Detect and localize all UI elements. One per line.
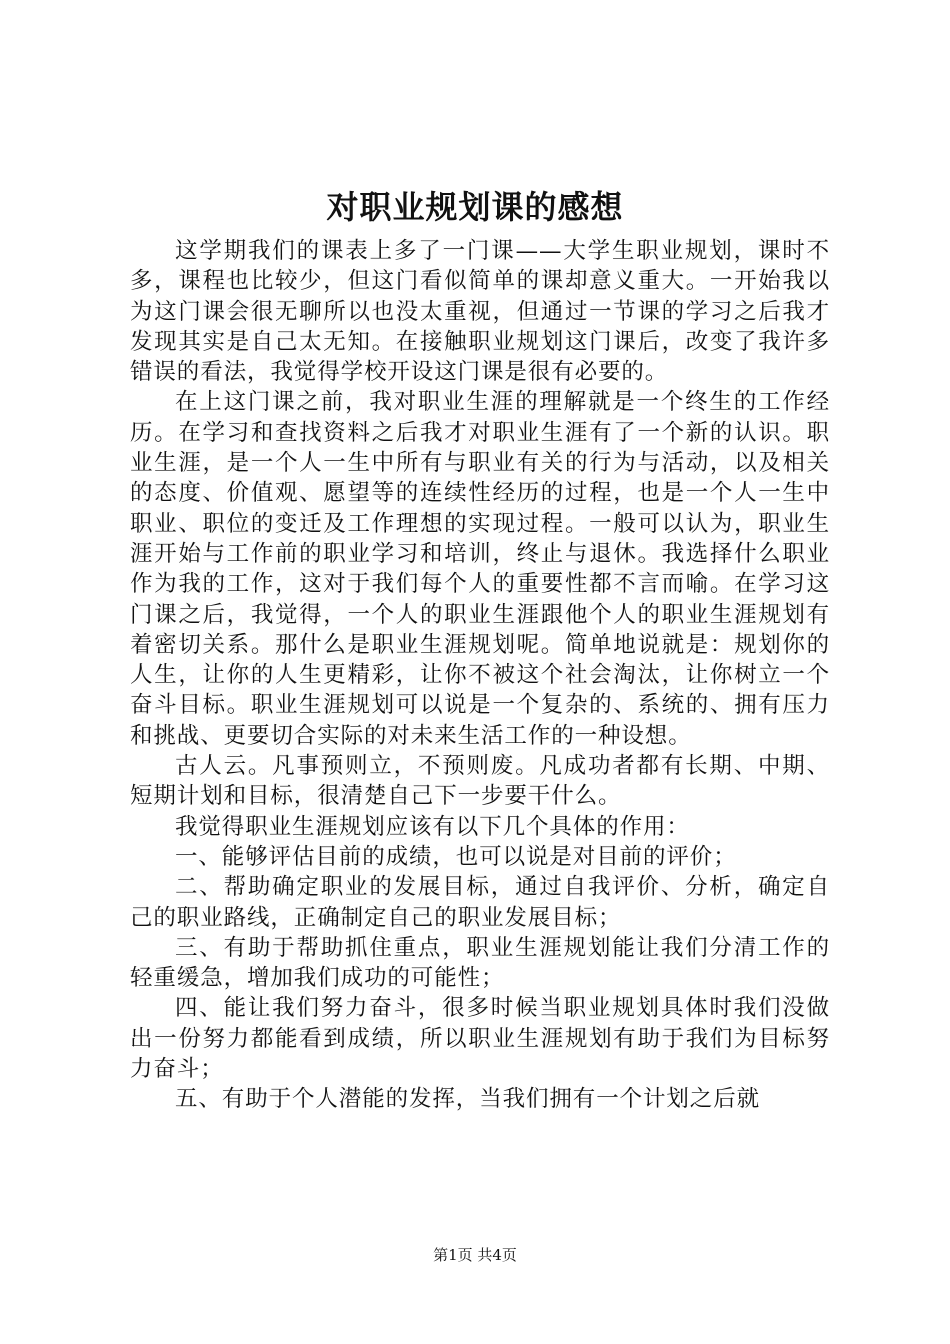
document-body: [130, 236, 830, 1115]
paragraph: 三、有助于帮助抓住重点，职业生涯规划能让我们分清工作的轻重缓急，增加我们成功的可能性；: [130, 934, 830, 992]
paragraph: 在上这门课之前，我对职业生涯的理解就是一个终生的工作经历。在学习和查找资料之后我才对职业生涯有了一个新的认识。职业生涯，是一个人一生中所有与职业有关的行为与活动，以及相关的态度、价值观、愿望等的连续性经历的过程，也是一个人一生中职业、职位的变迁及工作理想的实现过程。一般可以认为，职业生涯开始与工作前的职业学习和培训，终止与退休。我选择什么职业作为我的工作，这对于我们每个人的重要性都不言而喻。在学习这门课之后，我觉得，一个人的职业生涯跟他个人的职业生涯规划有着密切关系。那什么是职业生涯规划呢。简单地说就是：规划你的人生，让你的人生更精彩，让你不被这个社会淘汰，让你树立一个奋斗目标。职业生涯规划可以说是一个复杂的、系统的、拥有压力和挑战、更要切合实际的对未来生活工作的一种设想。: [130, 389, 830, 749]
paragraph: 五、有助于个人潜能的发挥，当我们拥有一个计划之后就: [175, 1086, 761, 1113]
page-number-footer: 第1页 共4页: [433, 1246, 517, 1264]
paragraph: 古人云。凡事预则立，不预则废。凡成功者都有长期、中期、短期计划和目标，很清楚自己下一步要干什么。: [130, 753, 830, 810]
paragraph: 四、能让我们努力奋斗，很多时候当职业规划具体时我们没做出一份努力都能看到成绩，所以职业生涯规划有助于我们为目标努力奋斗；: [130, 995, 830, 1083]
paragraph: 我觉得职业生涯规划应该有以下几个具体的作用：: [175, 813, 690, 840]
paragraph: 二、帮助确定职业的发展目标，通过自我评价、分析，确定自己的职业路线，正确制定自己的职业发展目标；: [130, 874, 830, 931]
document-title: 对职业规划课的感想: [326, 188, 624, 226]
paragraph: 这学期我们的课表上多了一门课——大学生职业规划，课时不多，课程也比较少，但这门看似简单的课却意义重大。一开始我以为这门课会很无聊所以也没太重视，但通过一节课的学习之后我才发现其实是自己太无知。在接触职业规划这门课后，改变了我许多错误的看法，我觉得学校开设这门课是很有必要的。: [130, 238, 830, 386]
paragraph: 一、能够评估目前的成绩，也可以说是对目前的评价；: [175, 843, 737, 870]
